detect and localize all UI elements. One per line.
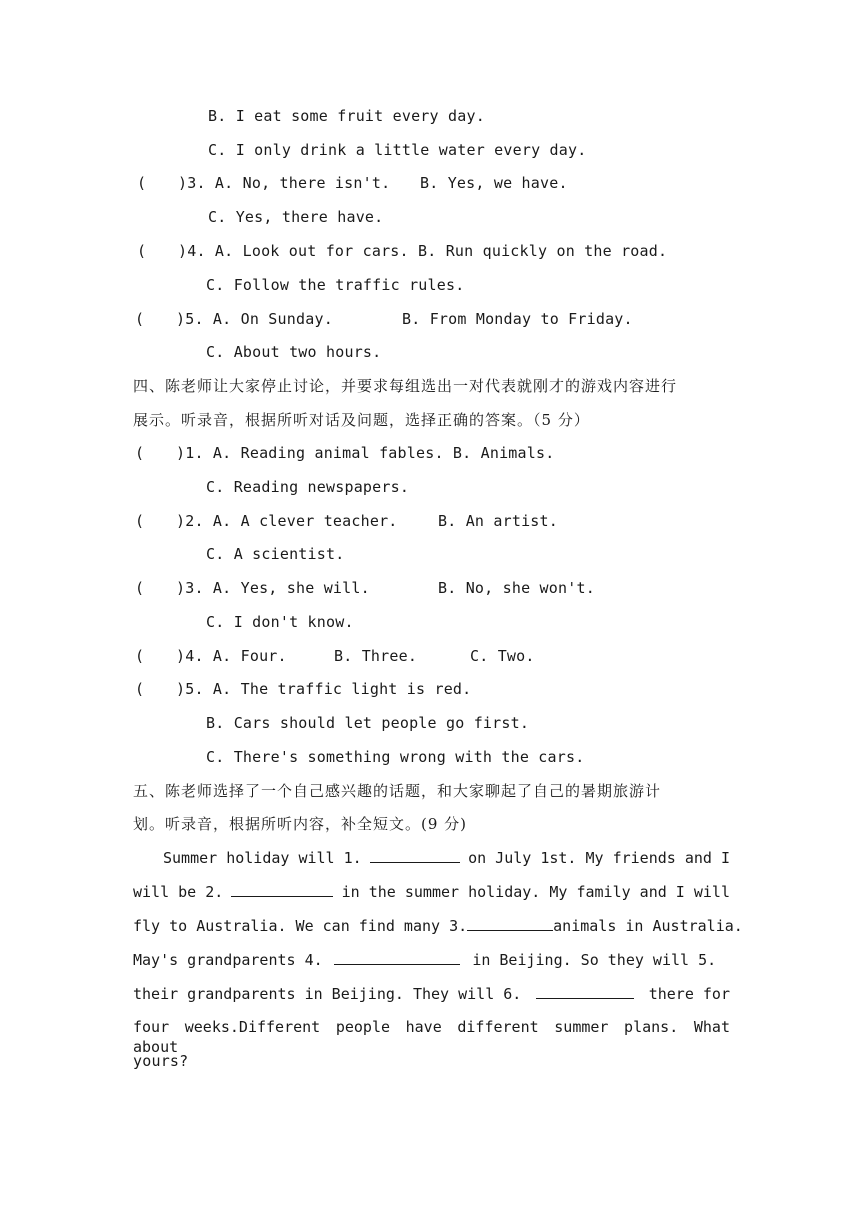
s4-q2-option-b: B. An artist. <box>438 512 558 530</box>
s3-q3-option-c: C. Yes, there have. <box>208 208 384 226</box>
passage-text: Summer holiday will 1. <box>163 849 362 867</box>
answer-blank-1[interactable] <box>370 848 460 863</box>
s4-q1-options-ab: )1. A. Reading animal fables. B. Animals. <box>176 444 555 462</box>
passage-blank-wrap <box>467 916 743 936</box>
s3-q3-option-a: )3. A. No, there isn't. <box>178 174 391 192</box>
s3-q2-option-c: C. I only drink a little water every day. <box>208 141 587 159</box>
passage-text: in the summer holiday. My family and I will <box>341 883 730 901</box>
section4-heading-line2: 展示。听录音，根据所听对话及问题，选择正确的答案。（5 分） <box>133 411 590 429</box>
answer-blank-4[interactable] <box>334 950 460 965</box>
passage-text: will be 2. <box>133 883 224 901</box>
s4-q5-option-a: )5. A. The traffic light is red. <box>176 680 472 698</box>
passage-line-3 <box>133 916 743 936</box>
passage-line-7: yours? <box>133 1052 189 1070</box>
passage-text: their grandparents in Beijing. They will 6. <box>133 985 522 1003</box>
s4-q5-option-b: B. Cars should let people go first. <box>206 714 530 732</box>
s3-q5-paren: ( <box>135 310 145 328</box>
passage-text: on July 1st. My friends and I <box>468 849 730 867</box>
s4-q3-option-b: B. No, she won't. <box>438 579 595 597</box>
answer-blank-6[interactable] <box>536 984 634 999</box>
answer-blank-3[interactable] <box>467 916 553 931</box>
s4-q1-option-c: C. Reading newspapers. <box>206 478 410 496</box>
s4-q4-option-a: )4. A. Four. <box>176 647 287 665</box>
passage-line-4 <box>133 950 728 970</box>
s3-q3-paren: ( <box>137 174 147 192</box>
s3-q5-option-c: C. About two hours. <box>206 343 382 361</box>
passage-text: four weeks.Different people have different summer plans. What about <box>133 1018 730 1056</box>
s4-q2-paren: ( <box>135 512 145 530</box>
passage-line-2 <box>133 882 730 902</box>
passage-line-6 <box>133 1017 730 1057</box>
s4-q5-paren: ( <box>135 680 145 698</box>
s4-q4-option-c: C. Two. <box>470 647 535 665</box>
s3-q3-option-b: B. Yes, we have. <box>420 174 568 192</box>
s4-q2-option-a: )2. A. A clever teacher. <box>176 512 398 530</box>
passage-line-1 <box>163 848 730 868</box>
s3-q4-paren: ( <box>137 242 147 260</box>
s4-q3-option-c: C. I don't know. <box>206 613 354 631</box>
s4-q1-paren: ( <box>135 444 145 462</box>
s4-q3-option-a: )3. A. Yes, she will. <box>176 579 370 597</box>
s4-q3-paren: ( <box>135 579 145 597</box>
answer-blank-2[interactable] <box>231 882 333 897</box>
s4-q4-paren: ( <box>135 647 145 665</box>
section5-heading-line1: 五、陈老师选择了一个自己感兴趣的话题，和大家聊起了自己的暑期旅游计 <box>133 782 662 800</box>
s3-q2-option-b: B. I eat some fruit every day. <box>208 107 485 125</box>
passage-line-5 <box>133 984 730 1004</box>
passage-text: there for <box>648 985 730 1003</box>
s3-q4-options-ab: )4. A. Look out for cars. B. Run quickly on the road. <box>178 242 668 260</box>
s3-q4-option-c: C. Follow the traffic rules. <box>206 276 465 294</box>
passage-text: fly to Australia. We can find many 3. <box>133 917 468 935</box>
s4-q5-option-c: C. There's something wrong with the cars. <box>206 748 585 766</box>
passage-text: animals in Australia. <box>553 917 743 935</box>
section4-heading-line1: 四、陈老师让大家停止讨论，并要求每组选出一对代表就刚才的游戏内容进行 <box>133 377 678 395</box>
s4-q4-option-b: B. Three. <box>334 647 418 665</box>
s3-q5-option-a: )5. A. On Sunday. <box>176 310 333 328</box>
passage-text: May's grandparents 4. <box>133 951 323 969</box>
section5-heading-line2: 划。听录音，根据所听内容，补全短文。(9 分) <box>133 815 468 833</box>
s4-q2-option-c: C. A scientist. <box>206 545 345 563</box>
passage-text: in Beijing. So they will 5. <box>472 951 717 969</box>
s3-q5-option-b: B. From Monday to Friday. <box>402 310 633 328</box>
